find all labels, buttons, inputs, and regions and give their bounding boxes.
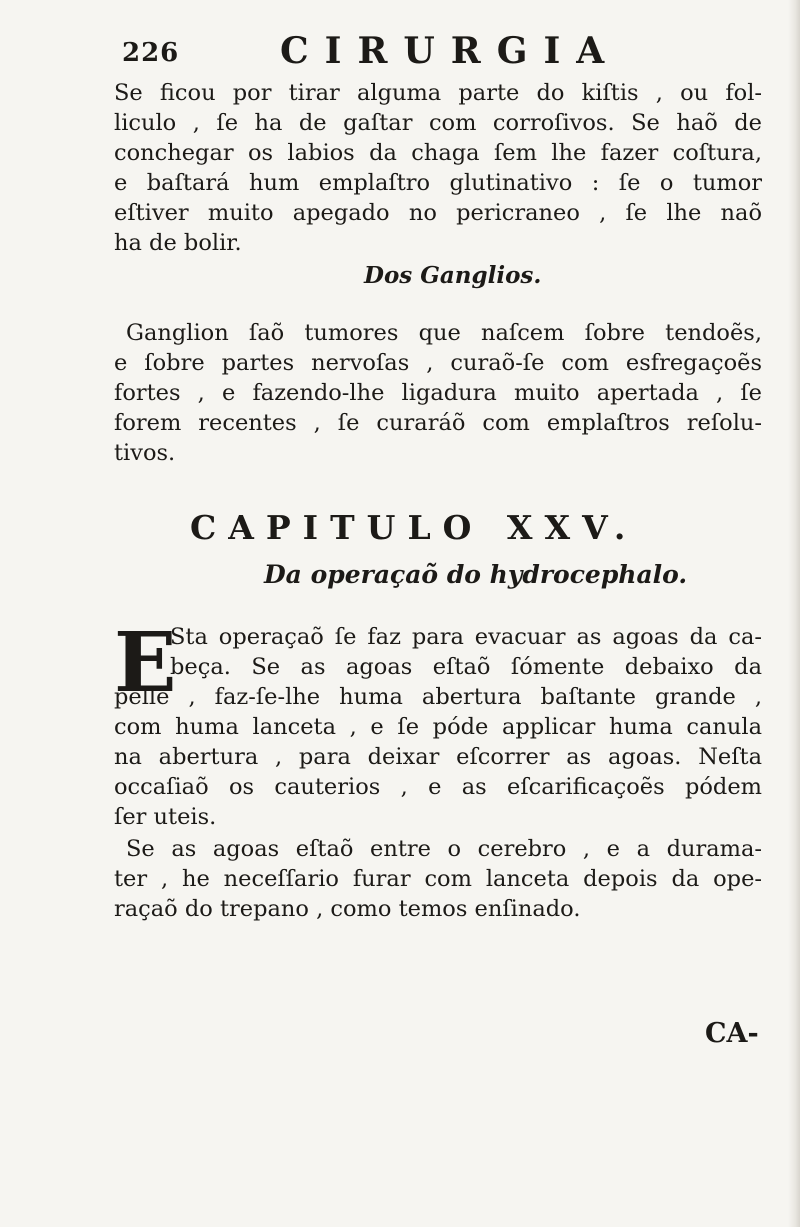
text-line: ha de bolir. (114, 230, 242, 256)
paragraph-hydrocephalo-start (170, 622, 762, 682)
text-line: e baſtará hum emplaſtro glutinativo : ſe o tumor (114, 170, 762, 196)
text-line: tivos. (114, 440, 176, 466)
catchword: CA- (705, 1018, 759, 1049)
drop-cap: E (114, 615, 177, 711)
running-title: CIRURGIA (280, 30, 621, 72)
text-line: raçaõ do trepano , como temos enſinado. (114, 896, 581, 922)
chapter-subtitle: Da operaçaõ do hydrocephalo. (264, 560, 688, 589)
paragraph-hydrocephalo (114, 682, 762, 832)
page-header (120, 30, 680, 72)
page-edge (788, 0, 800, 1227)
text-line: pelle , faz-ſe-lhe huma abertura baſtante grande , (114, 684, 762, 710)
text-line: beça. Se as agoas eſtaõ ſómente debaixo da (170, 654, 762, 680)
text-line: conchegar os labios da chaga ſem lhe fazer coſtura, (114, 140, 762, 166)
text-line: Se as agoas eſtaõ entre o cerebro , e a durama- (126, 836, 762, 862)
text-line: ſer uteis. (114, 804, 217, 830)
section-heading-ganglios: Dos Ganglios. (364, 262, 542, 289)
text-line: Sta operaçaõ ſe faz para evacuar as agoas da ca- (170, 624, 762, 650)
text-line: forem recentes , ſe curaráõ com emplaſtros reſolu- (114, 410, 762, 436)
text-line: na abertura , para deixar eſcorrer as agoas. Neſta (114, 744, 762, 770)
chapter-heading: CAPITULO XXV. (190, 508, 638, 547)
text-line: fortes , e fazendo-lhe ligadura muito apertada , ſe (114, 380, 762, 406)
text-line: com huma lanceta , e ſe póde applicar huma canula (114, 714, 762, 740)
paragraph-durameter (114, 834, 762, 924)
text-line: Se ficou por tirar alguma parte do kiſtis , ou fol- (114, 80, 762, 106)
paragraph-kistis (114, 78, 762, 258)
page-number: 226 (122, 38, 180, 68)
text-line: Ganglion ſaõ tumores que naſcem ſobre tendoẽs, (126, 320, 762, 346)
paragraph-ganglion (114, 318, 762, 468)
text-line: eſtiver muito apegado no pericraneo , ſe lhe naõ (114, 200, 762, 226)
text-line: occaſiaõ os cauterios , e as eſcarificaçoẽs pódem (114, 774, 762, 800)
text-line: liculo , ſe ha de gaſtar com corroſivos. Se haõ de (114, 110, 762, 136)
text-line: e ſobre partes nervoſas , curaõ-ſe com esfregaçoẽs (114, 350, 762, 376)
text-line: ter , he neceſſario furar com lanceta depois da ope- (114, 866, 762, 892)
